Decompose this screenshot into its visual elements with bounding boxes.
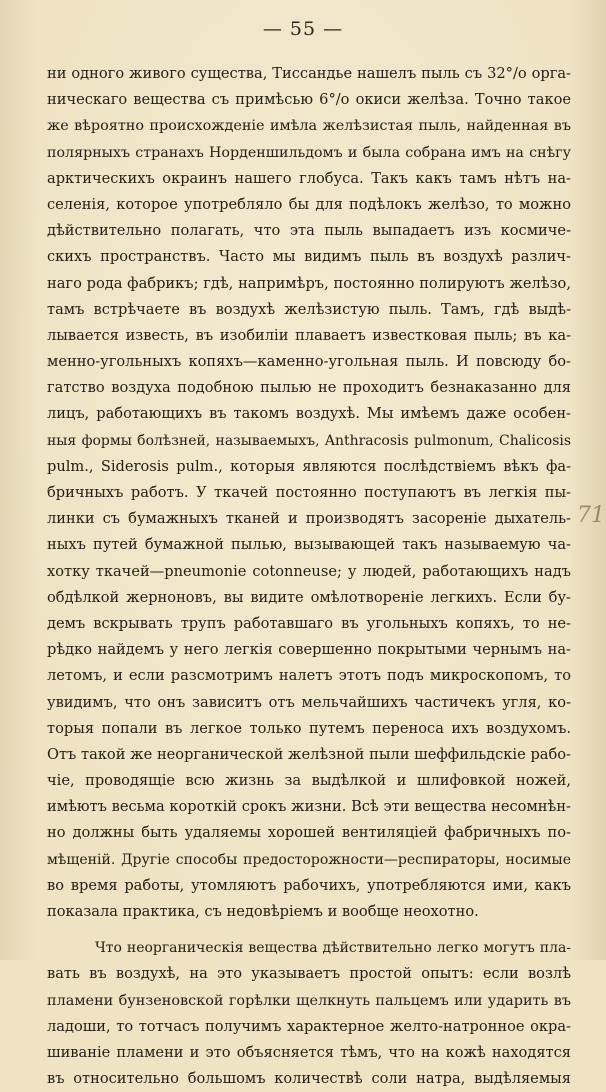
text-line: арктическихъ окраинъ нашего глобуса. Такъ какъ тамъ нѣтъ на- <box>47 169 571 187</box>
text-line: дѣйствительно полагать, что эта пыль выпадаетъ изъ космиче- <box>47 222 571 240</box>
text-line: но должны быть удаляемы хорошей вентиляціей фабричныхъ по- <box>47 824 571 842</box>
text-line: увидимъ, что онъ зависитъ отъ мельчайшихъ частичекъ угля, ко- <box>47 693 571 711</box>
paragraph-1 <box>47 61 571 925</box>
paragraph-2 <box>47 935 571 1092</box>
text-line: чіе, проводящіе всю жизнь за выдѣлкой и шлифовкой ножей, <box>47 772 571 790</box>
text-line: ныхъ путей бумажной пылью, вызывающей такъ называемую ча- <box>47 536 571 554</box>
body-text <box>47 61 571 1092</box>
text-line: pulm., Siderosis pulm., которыя являются послѣдствіемъ вѣкъ фа- <box>47 457 571 475</box>
text-line: полярныхъ странахъ Норденшильдомъ и была собрана имъ на снѣгу <box>47 144 571 161</box>
text-line: менно-угольныхъ копяхъ—каменно-угольная пыль. И повсюду бо- <box>47 353 571 371</box>
text-line: вать въ воздухѣ, на это указываетъ простой опытъ: если возлѣ <box>47 965 571 983</box>
text-line: ни одного живого существа, Тиссандье нашелъ пыль съ 32°/о орга- <box>47 65 571 82</box>
text-line: Что неорганическія вещества дѣйствительно легко могутъ пла- <box>95 940 571 957</box>
text-line: ладоши, то тотчасъ получимъ характерное желто-натронное окра- <box>47 1017 571 1035</box>
text-line: рѣдко найдемъ у него легкія совершенно покрытыми чернымъ на- <box>47 641 571 659</box>
text-line: ныя формы болѣзней, называемыхъ, Anthracosis pulmonum, Chalicosis <box>47 432 571 449</box>
text-line: бричныхъ работъ. У ткачей постоянно поступаютъ въ легкія пы- <box>47 484 571 501</box>
margin-pencil-note: 71 <box>577 503 605 528</box>
text-line: наго рода фабрикъ; гдѣ, напримѣръ, постоянно полируютъ желѣзо, <box>47 274 571 292</box>
text-line: во время работы, утомляютъ рабочихъ, употребляются ими, какъ <box>47 876 571 894</box>
text-line: скихъ пространствъ. Часто мы видимъ пыль въ воздухѣ различ- <box>47 248 571 266</box>
text-line: обдѣлкой жерноновъ, вы видите омѣлотвореніе легкихъ. Если бу- <box>47 588 571 606</box>
text-line: же вѣроятно происхожденіе имѣла желѣзистая пыль, найденная въ <box>47 118 571 135</box>
text-line: торыя попали въ легкое только путемъ переноса ихъ воздухомъ. <box>47 719 571 737</box>
text-line: тамъ встрѣчаете въ воздухѣ желѣзистую пыль. Тамъ, гдѣ выдѣ- <box>47 300 571 318</box>
text-line: мѣщеній. Другіе способы предосторожности—респираторы, носимые <box>47 851 571 868</box>
text-line: имѣютъ весьма короткій срокъ жизни. Всѣ эти вещества несомнѣн- <box>47 798 571 816</box>
page-number: — 55 — <box>262 18 344 40</box>
text-line: линки съ бумажныхъ тканей и производятъ засореніе дыхатель- <box>47 510 571 528</box>
text-line: въ относительно большомъ количествѣ соли натра, выдѣляемыя <box>47 1070 571 1088</box>
text-line: летомъ, и если разсмотримъ налетъ этотъ подъ микроскопомъ, то <box>47 667 571 685</box>
text-line: гатство воздуха подобною пылью не проходитъ безнаказанно для <box>47 379 571 397</box>
text-line: селенія, которое употребляло бы для подѣлокъ желѣзо, то можно <box>47 195 571 213</box>
text-line: демъ вскрывать трупъ работавшаго въ угольныхъ копяхъ, то не- <box>47 614 571 632</box>
text-line: пламени бунзеновской горѣлки щелкнуть пальцемъ или ударить въ <box>47 992 571 1009</box>
text-line: хотку ткачей—pneumonie cotonneuse; у людей, работающихъ надъ <box>47 562 571 580</box>
text-line: показала практика, съ недовѣріемъ и вообще неохотно. <box>47 903 479 920</box>
paragraph-gap <box>47 925 571 935</box>
text-line: Отъ такой же неорганической желѣзной пыли шеффильдскіе рабо- <box>47 745 571 763</box>
text-line: ническаго вещества съ примѣсью 6°/о окиси желѣза. Точно такое <box>47 91 571 109</box>
text-line: шиваніе пламени и это объясняется тѣмъ, что на кожѣ находятся <box>47 1043 571 1061</box>
text-line: лывается известь, въ изобиліи плаваетъ известковая пыль; въ ка- <box>47 326 571 344</box>
text-line: лицъ, работающихъ въ такомъ воздухѣ. Мы имѣемъ даже особен- <box>47 405 571 423</box>
